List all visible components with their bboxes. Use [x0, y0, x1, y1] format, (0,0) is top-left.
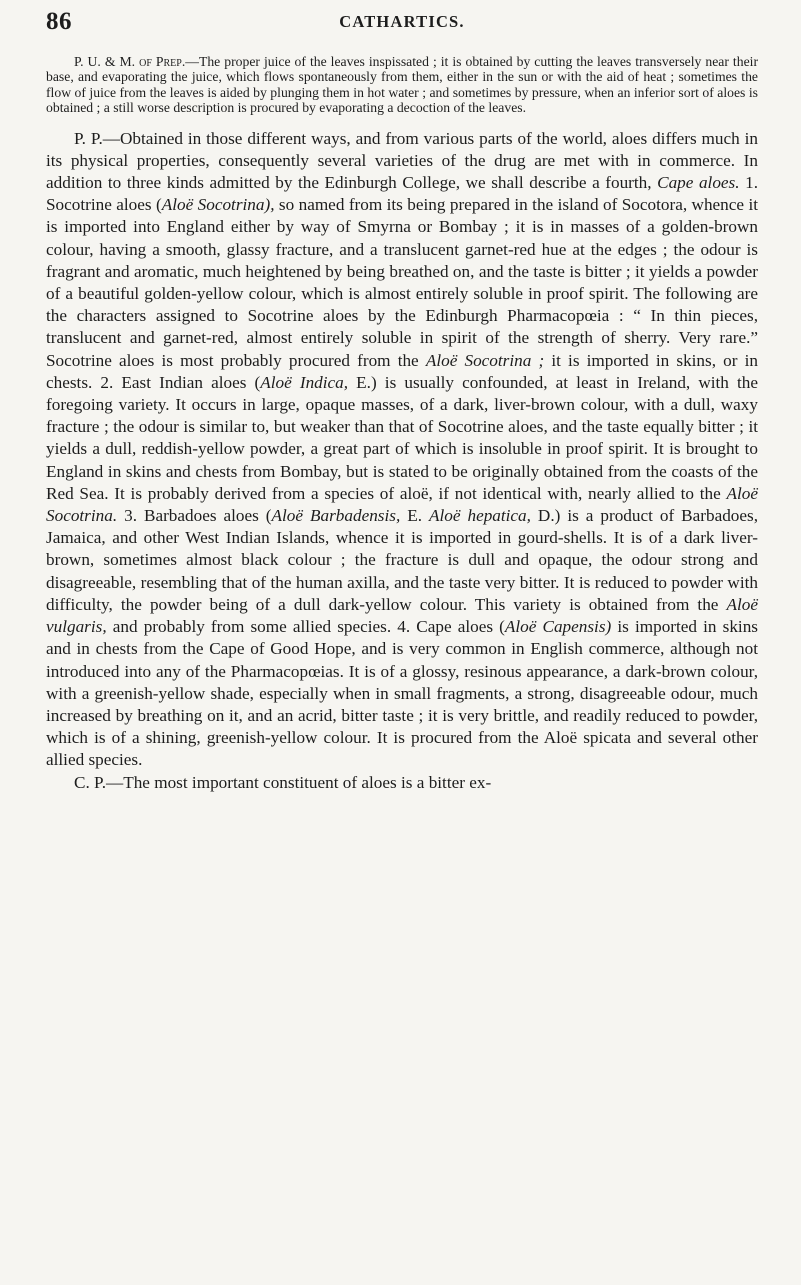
- pp-italic-7: Aloë hepatica,: [429, 506, 531, 526]
- pp-italic-6: Aloë Barbadensis,: [271, 506, 401, 526]
- pp-text-2: 1. Socotrine aloes (: [46, 173, 758, 215]
- preparation-label-b: of Prep.: [139, 54, 186, 69]
- running-head: CATHARTICS.: [339, 12, 465, 31]
- pp-text-4: it is imported in skins, or in chests. 2. East Indian aloes (: [46, 350, 758, 392]
- pp-text-5: E.) is usually confounded, at least in Ireland, with the foregoing variety. It occurs in large, opaque masses, of a dark, liver-brown colour, with a dull, waxy fracture ; the odour is similar to, but weaker than that of Socotrine aloes, and the taste equally bitter ; it yields a dull, reddish-yellow powder, a great part of which is insoluble in proof spirit. It is brought to England in skins and chests from Bombay, but is stated to be originally obtained from the coasts of the Red Sea. It is probably derived from a species of aloë, if not identical with, nearly allied to the: [46, 372, 758, 503]
- pp-italic-5: Aloë Socotrina.: [46, 483, 758, 526]
- physical-properties-paragraph: [46, 128, 758, 772]
- preparation-text: —The proper juice of the leaves inspissated ; it is obtained by cutting the leaves transversely near their base, and evaporating the juice, which flows spontaneously from them, either in the sun or with the aid of heat ; sometimes the flow of juice from the leaves is aided by plunging them in hot water ; and sometimes by pressure, when an inferior sort of aloes is obtained ; a still worse description is procured by evaporating a decoction of the leaves.: [46, 54, 759, 116]
- preparation-label-a: P. U. & M.: [74, 54, 136, 69]
- preparation-paragraph: [46, 54, 758, 116]
- pp-text-8: D.) is a product of Barbadoes, Jamaica, and other West Indian Islands, whence it is imported in gourd-shells. It is of a dark liver-brown, sometimes almost black colour ; the fracture is dull and opaque, the odour strong and disagreeable, resembling that of the human axilla, and the taste very bitter. It is reduced to powder with difficulty, the powder being of a dull dark-yellow colour. This variety is obtained from the: [46, 506, 758, 614]
- pp-italic-8: Aloë vulgaris,: [46, 594, 758, 637]
- pp-italic-4: Aloë Indica,: [260, 372, 349, 392]
- pp-italic-9: Aloë Capensis): [504, 617, 612, 637]
- page-header: [46, 6, 758, 42]
- pp-italic-3: Aloë Socotrina ;: [425, 350, 545, 370]
- page-number: 86: [46, 8, 72, 35]
- pp-text-7: E.: [400, 506, 429, 526]
- pp-text-9: and probably from some allied species. 4. Cape aloes (: [106, 617, 505, 637]
- book-page: [46, 6, 758, 794]
- chemical-properties-paragraph: [46, 772, 758, 794]
- pp-italic-2: Aloë Socotrina),: [161, 195, 275, 215]
- pp-italic-1: Cape aloes.: [657, 173, 740, 193]
- pp-text-1: P. P.—Obtained in those different ways, and from various parts of the world, aloes differs much in its physical properties, consequently several varieties of the drug are met with in commerce. In addition to three kinds admitted by the Edinburgh College, we shall describe a fourth,: [46, 128, 758, 193]
- pp-text-6: 3. Barbadoes aloes (: [117, 506, 272, 526]
- pp-text-10: is imported in skins and in chests from the Cape of Good Hope, and is very common in English commerce, although not introduced into any of the Pharmacopœias. It is of a glossy, resinous appearance, a dark-brown colour, with a greenish-yellow shade, especially when in small fragments, a strong, disagreeable odour, much increased by breathing on it, and an acrid, bitter taste ; it is very brittle, and readily reduced to powder, which is of a shining, greenish-yellow colour. It is procured from the Aloë spicata and several other allied species.: [46, 617, 758, 770]
- pp-text-3: so named from its being prepared in the island of Socotora, whence it is imported into England either by way of Smyrna or Bombay ; it is in masses of a golden-brown colour, having a smooth, glassy fracture, and a translucent garnet-red hue at the edges ; the odour is fragrant and aromatic, much heightened by being breathed on, and the taste is bitter ; it yields a powder of a beautiful golden-yellow colour, which is almost entirely soluble in proof spirit. The following are the characters assigned to Socotrine aloes by the Edinburgh Pharmacopœia : “ In thin pieces, translucent and garnet-red, almost entirely soluble in spirit of the strength of sherry. Very rare.” Socotrine aloes is most probably procured from the: [46, 195, 758, 370]
- cp-text: C. P.—The most important constituent of aloes is a bitter ex-: [74, 772, 492, 792]
